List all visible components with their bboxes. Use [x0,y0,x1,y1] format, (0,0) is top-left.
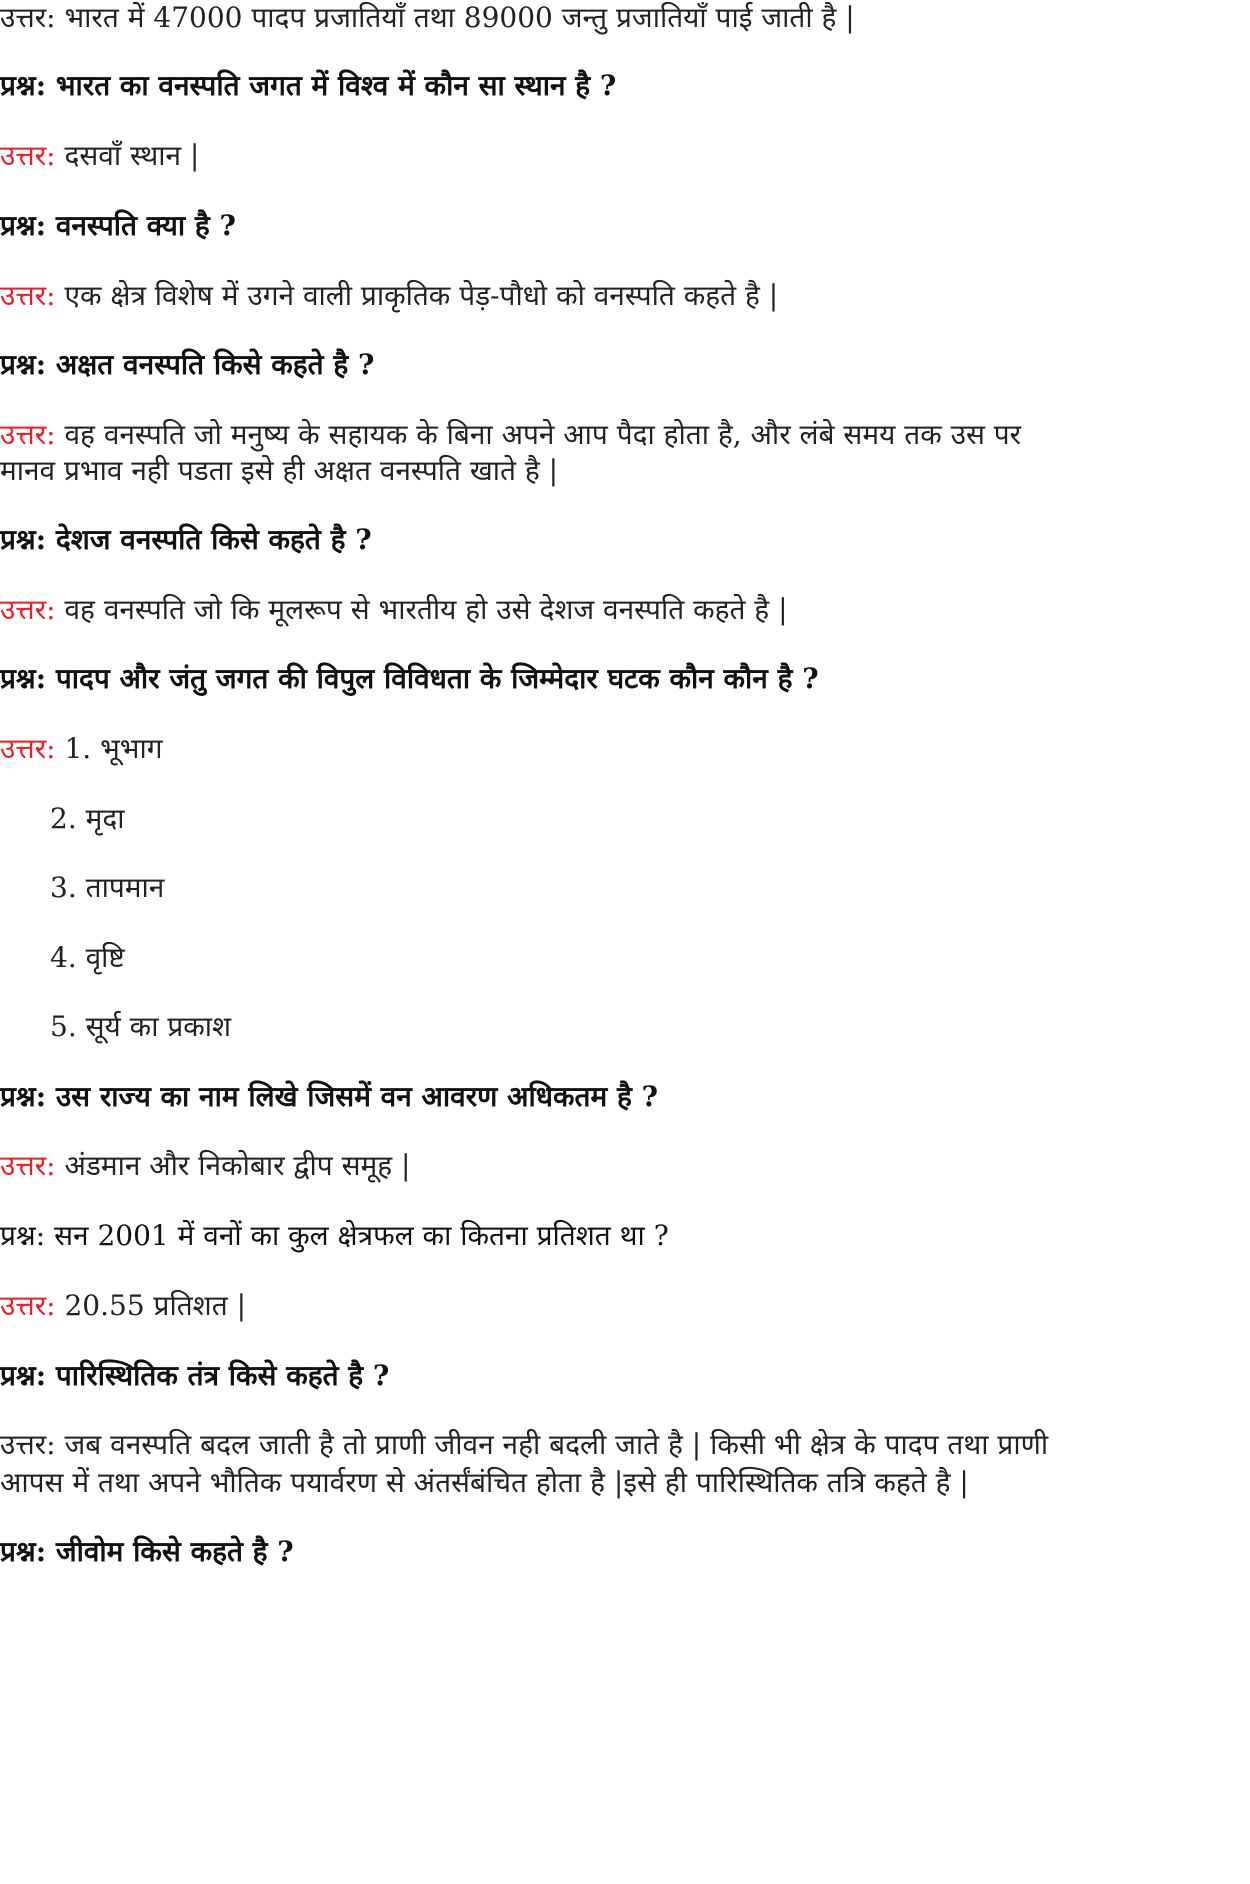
answer-label: उत्तर: [0,593,56,626]
question-text: जीवोम किसे कहते है ? [55,1535,294,1568]
list-item: 4. वृष्टि [50,941,125,974]
question-label: प्रश्न: [0,1219,46,1252]
question-text: देशज वनस्पति किसे कहते है ? [55,523,372,556]
answer-5 [0,727,162,771]
answer-label: उत्तर: [0,279,56,312]
list-item: 5. सूर्य का प्रकाश [50,1010,232,1043]
answer-text: अंडमान और निकोबार द्वीप समूह | [64,1149,411,1182]
question-8 [0,1354,389,1398]
list-item: 2. मृदा [50,802,125,835]
question-label: प्रश्न: [0,523,47,556]
question-5 [0,657,819,701]
question-text: पारिस्थितिक तंत्र किसे कहते है ? [55,1359,390,1392]
question-label: प्रश्न: [0,1535,47,1568]
question-text: उस राज्य का नाम लिखे जिसमें वन आवरण अधिकतम है ? [55,1080,659,1113]
answer-7 [0,1284,246,1328]
answer-1 [0,134,199,178]
question-text: सन 2001 में वनों का कुल क्षेत्रफल का कितना प्रतिशत था ? [54,1219,669,1252]
list-item: 1. भूभाग [64,732,163,765]
question-1 [0,64,616,108]
answer-label: उत्तर: [0,1149,56,1182]
question-text: पादप और जंतु जगत की विपुल विविधता के जिम्मेदार घटक कौन कौन है ? [55,662,819,695]
question-2 [0,204,236,248]
answer-label: उत्तर: [0,732,56,765]
question-label: प्रश्न: [0,1359,47,1392]
answer-text: जब वनस्पति बदल जाती है तो प्राणी जीवन नही बदली जाते है | किसी भी क्षेत्र के पादप तथा प्राणी [64,1428,1049,1461]
answer-text: 20.55 प्रतिशत | [64,1289,247,1322]
answer-2 [0,274,778,318]
question-label: प्रश्न: [0,348,47,381]
answer-0 [0,0,855,40]
question-text: वनस्पति क्या है ? [55,209,236,242]
question-text: अक्षत वनस्पति किसे कहते है ? [55,348,375,381]
question-label: प्रश्न: [0,1080,47,1113]
answer-text: एक क्षेत्र विशेष में उगने वाली प्राकृतिक पेड़-पौधो को वनस्पति कहते है | [64,279,779,312]
question-label: प्रश्न: [0,69,47,102]
question-7 [0,1214,669,1258]
answer-4 [0,588,788,632]
answer-text: वह वनस्पति जो कि मूलरूप से भारतीय हो उसे देशज वनस्पति कहते है | [64,593,788,626]
answer-label: उत्तर: [0,1428,56,1461]
answer-text: भारत में 47000 पादप प्रजातियाँ तथा 89000 जन्तु प्रजातियाँ पाई जाती है | [64,1,855,34]
question-label: प्रश्न: [0,662,47,695]
question-9 [0,1530,294,1574]
answer-label: उत्तर: [0,1289,56,1322]
question-text: भारत का वनस्पति जगत में विश्व में कौन सा स्थान है ? [55,69,617,102]
question-3 [0,343,374,387]
answer-text: दसवाँ स्थान | [64,139,200,172]
answer-6 [0,1144,410,1188]
answer-3-continued: मानव प्रभाव नही पडता इसे ही अक्षत वनस्पति खाते है | [0,454,559,487]
answer-label: उत्तर: [0,139,56,172]
answer-8-continued: आपस में तथा अपने भौतिक पयार्वरण से अंतर्संबंचित होता है |इसे ही पारिस्थितिक तत्रि कहते है | [0,1466,969,1499]
list-item: 3. तापमान [50,871,165,904]
question-6 [0,1075,658,1119]
answer-label: उत्तर: [0,1,56,34]
question-4 [0,518,372,562]
answer-text: वह वनस्पति जो मनुष्य के सहायक के बिना अपने आप पैदा होता है, और लंबे समय तक उस पर [64,418,1022,451]
answer-label: उत्तर: [0,418,56,451]
question-label: प्रश्न: [0,209,47,242]
